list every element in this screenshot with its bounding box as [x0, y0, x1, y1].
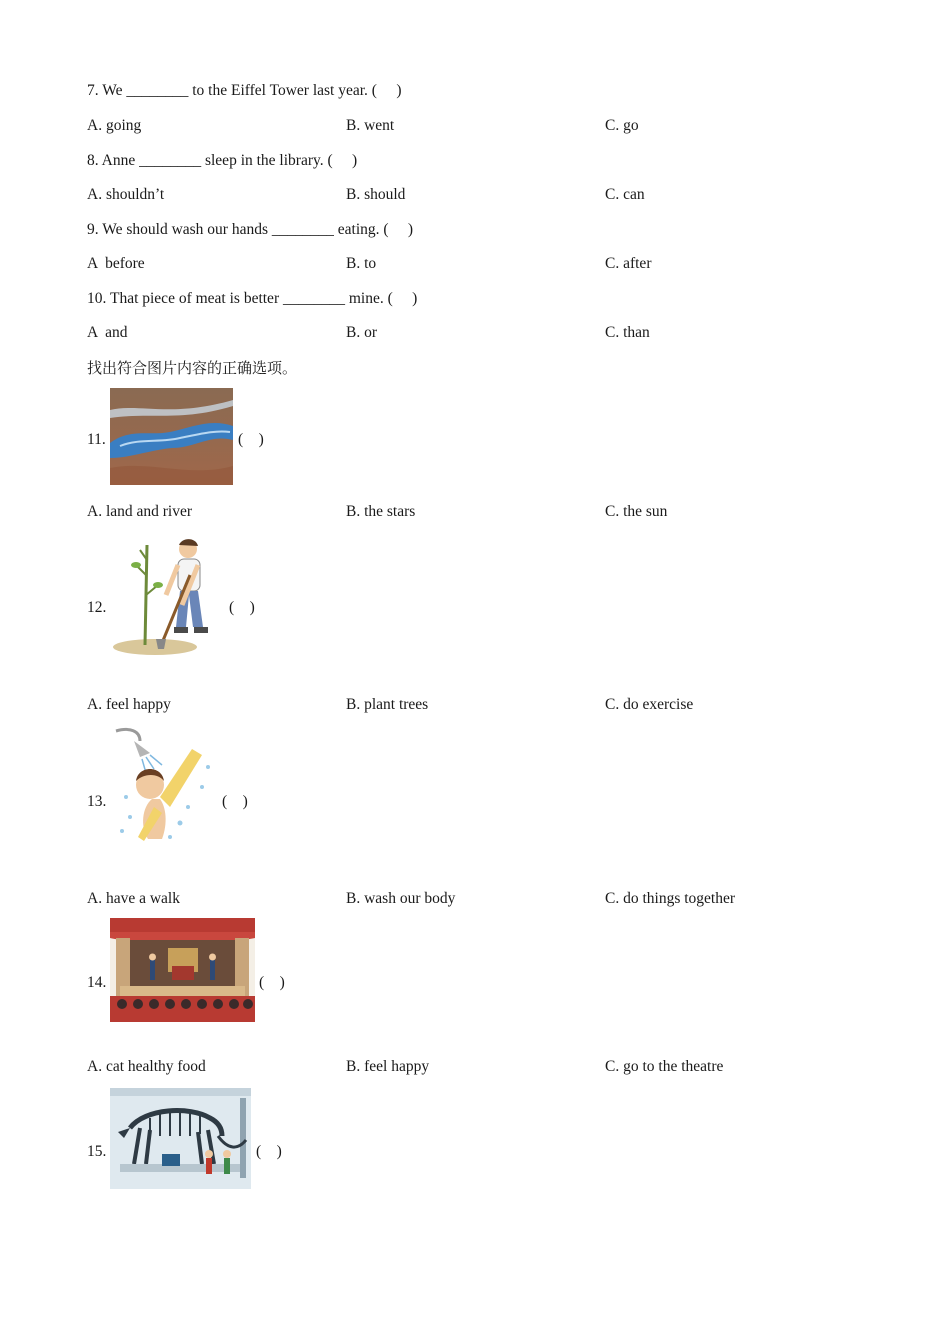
question-9-option-b: B. to — [346, 255, 377, 272]
question-13-option-c: C. do things together — [605, 890, 736, 907]
question-7-option-c: C. go — [605, 117, 639, 134]
question-9-stem: 9. We should wash our hands ________ eating. ( ) — [87, 221, 414, 238]
question-10-stem: 10. That piece of meat is better ________ mine. ( ) — [87, 290, 418, 307]
question-14-number: 14. — [87, 974, 107, 991]
question-8-option-c: C. can — [605, 186, 645, 203]
question-11-option-c: C. the sun — [605, 503, 668, 520]
question-8-stem: 8. Anne ________ sleep in the library. ( ) — [87, 152, 358, 169]
question-9-option-c: C. after — [605, 255, 652, 272]
question-12-option-c: C. do exercise — [605, 696, 694, 713]
boy-planting-tree-illustration — [110, 535, 225, 657]
question-14-option-a: A. cat healthy food — [87, 1058, 206, 1075]
question-10-option-c: C. than — [605, 324, 650, 341]
question-14-option-c: C. go to the theatre — [605, 1058, 724, 1075]
question-11-option-b: B. the stars — [346, 503, 416, 520]
question-12-number: 12. — [87, 599, 107, 616]
question-13-option-b: B. wash our body — [346, 890, 456, 907]
question-7-stem: 7. We ________ to the Eiffel Tower last year. ( ) — [87, 82, 402, 99]
museum-dinosaur-skeleton-illustration — [110, 1088, 251, 1189]
theatre-stage-illustration — [110, 918, 255, 1022]
section-instruction: 找出符合图片内容的正确选项。 — [87, 359, 298, 377]
question-11-answer-paren: ( ) — [238, 431, 264, 448]
question-12-answer-paren: ( ) — [229, 599, 255, 616]
land-and-river-photo — [110, 388, 233, 485]
question-11-option-a: A. land and river — [87, 503, 193, 520]
question-7-option-a: A. going — [87, 117, 142, 134]
question-15-answer-paren: ( ) — [256, 1143, 282, 1160]
question-13-answer-paren: ( ) — [222, 793, 248, 810]
question-10-option-b: B. or — [346, 324, 377, 341]
question-7-option-b: B. went — [346, 117, 395, 134]
question-9-option-a: A before — [87, 255, 145, 272]
question-13-option-a: A. have a walk — [87, 890, 180, 907]
question-10-option-a: A and — [87, 324, 128, 341]
question-13-number: 13. — [87, 793, 107, 810]
question-12-option-b: B. plant trees — [346, 696, 429, 713]
question-8-option-b: B. should — [346, 186, 406, 203]
question-8-option-a: A. shouldn’t — [87, 186, 165, 203]
boy-showering-illustration — [110, 727, 220, 855]
question-11-number: 11. — [87, 431, 106, 448]
question-14-option-b: B. feel happy — [346, 1058, 430, 1075]
question-15-number: 15. — [87, 1143, 107, 1160]
question-12-option-a: A. feel happy — [87, 696, 171, 713]
question-14-answer-paren: ( ) — [259, 974, 285, 991]
